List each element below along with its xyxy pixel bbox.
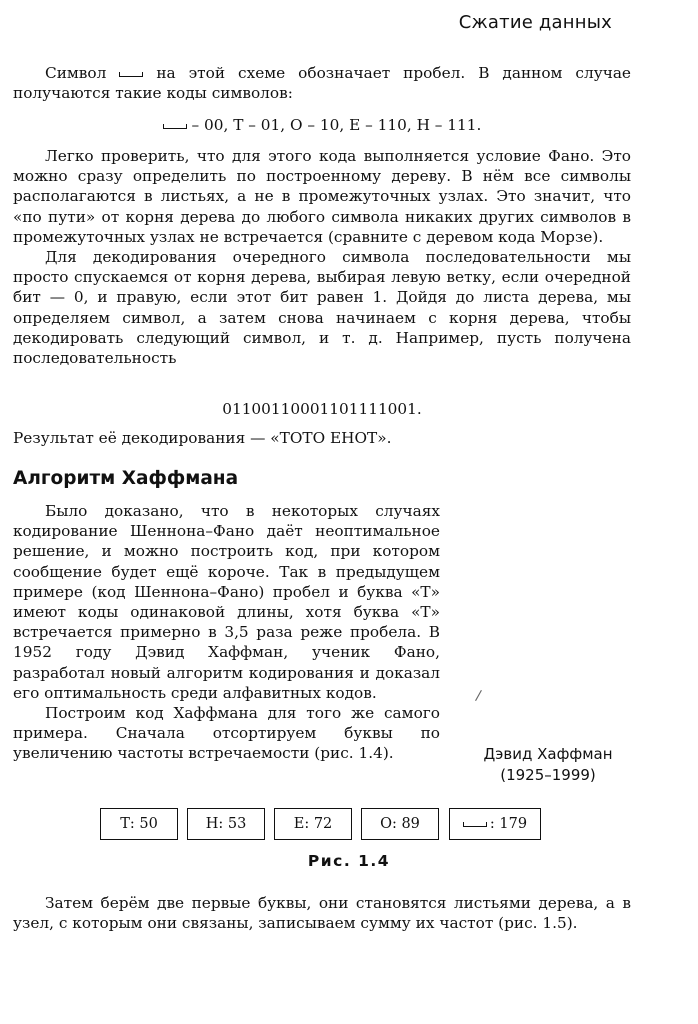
frequency-label: Е: 72 [293, 816, 333, 832]
bit-sequence: 0110011000110111100​1. [222, 400, 422, 418]
huffman-intro-text: Было доказано, что в некоторых случаях кодирование Шеннона–Фано даёт неоптимальное решение, и можно построить код, при котором сообщение будет ещё короче. Так в предыдущем примере (код Шеннона–Фано) пробел и буква «Т» имеют коды одинаковой длины, хотя буква «Т» встречается примерно в 3,5 раза реже пробела. В 1952 году Дэвид Хаффман, ученик Фано, разработал новый алгоритм кодирования и доказал его оптимальность среди алфавитных кодов. [13, 502, 440, 702]
frequency-box [187, 808, 265, 840]
section-heading: Алгоритм Хаффмана [13, 468, 239, 489]
huffman-sort-text: Построим код Хаффмана для того же самого примера. Сначала отсортируем буквы по увеличению частоты встречаемости (рис. 1.4). [13, 704, 440, 763]
portrait-name: Дэвид Хаффман [483, 745, 613, 763]
portrait-years: (1925–1999) [500, 766, 596, 784]
decoding-text: Для декодирования очередного символа последовательности мы просто спускаемся от корня дерева, выбирая левую ветку, если очередной бит — 0, и правую, если этот бит равен 1. Дойдя до листа дерева, мы определяем символ, а затем снова начинаем с корня дерева, чтобы декодировать следующий символ, и т. д. Например, пусть получена последовательность [13, 248, 631, 368]
frequency-box [361, 808, 439, 840]
code-values: – 00, Т – 01, О – 10, Е – 110, Н – 111. [191, 116, 482, 134]
space-symbol-icon [163, 124, 187, 129]
frequency-label: Т: 50 [120, 816, 158, 832]
portrait-placeholder: / [474, 687, 483, 705]
frequency-label: О: 89 [380, 816, 420, 832]
fano-text: Легко проверить, что для этого кода выполняется условие Фано. Это можно сразу определить по построенному дереву. В нём все символы располагаются в листьях, а не в промежуточных узлах. Это значит, что «по пути» от корня дерева до любого символа никаких других символов в промежуточных узлах не встречается (сравните с деревом кода Морзе). [13, 147, 631, 246]
closing-paragraph [13, 893, 631, 933]
frequency-box [449, 808, 541, 840]
fano-paragraph [13, 146, 631, 368]
portrait-caption [458, 744, 638, 786]
frequency-figure [0, 808, 698, 840]
code-list [13, 115, 631, 135]
decoding-result: Результат её декодирования — «ТОТО ЕНОТ». [13, 429, 392, 447]
frequency-label: : 179 [489, 816, 528, 832]
figure-caption: Рис. 1.4 [307, 852, 391, 870]
space-symbol-icon [463, 822, 487, 827]
huffman-column [13, 501, 440, 764]
closing-text: Затем берём две первые буквы, они становятся листьями дерева, а в узел, с которым они связаны, записываем сумму их частот (рис. 1.5). [13, 894, 631, 933]
space-symbol-icon [119, 72, 143, 77]
frequency-box [274, 808, 352, 840]
frequency-label: Н: 53 [205, 816, 247, 832]
symbol-word: Символ [45, 64, 107, 82]
intro-paragraph [13, 63, 631, 103]
running-header: Сжатие данных [458, 12, 612, 33]
symbol-description: на этой схеме обозначает пробел. В данном случае получаются такие коды символов: [13, 64, 631, 103]
frequency-box [100, 808, 178, 840]
